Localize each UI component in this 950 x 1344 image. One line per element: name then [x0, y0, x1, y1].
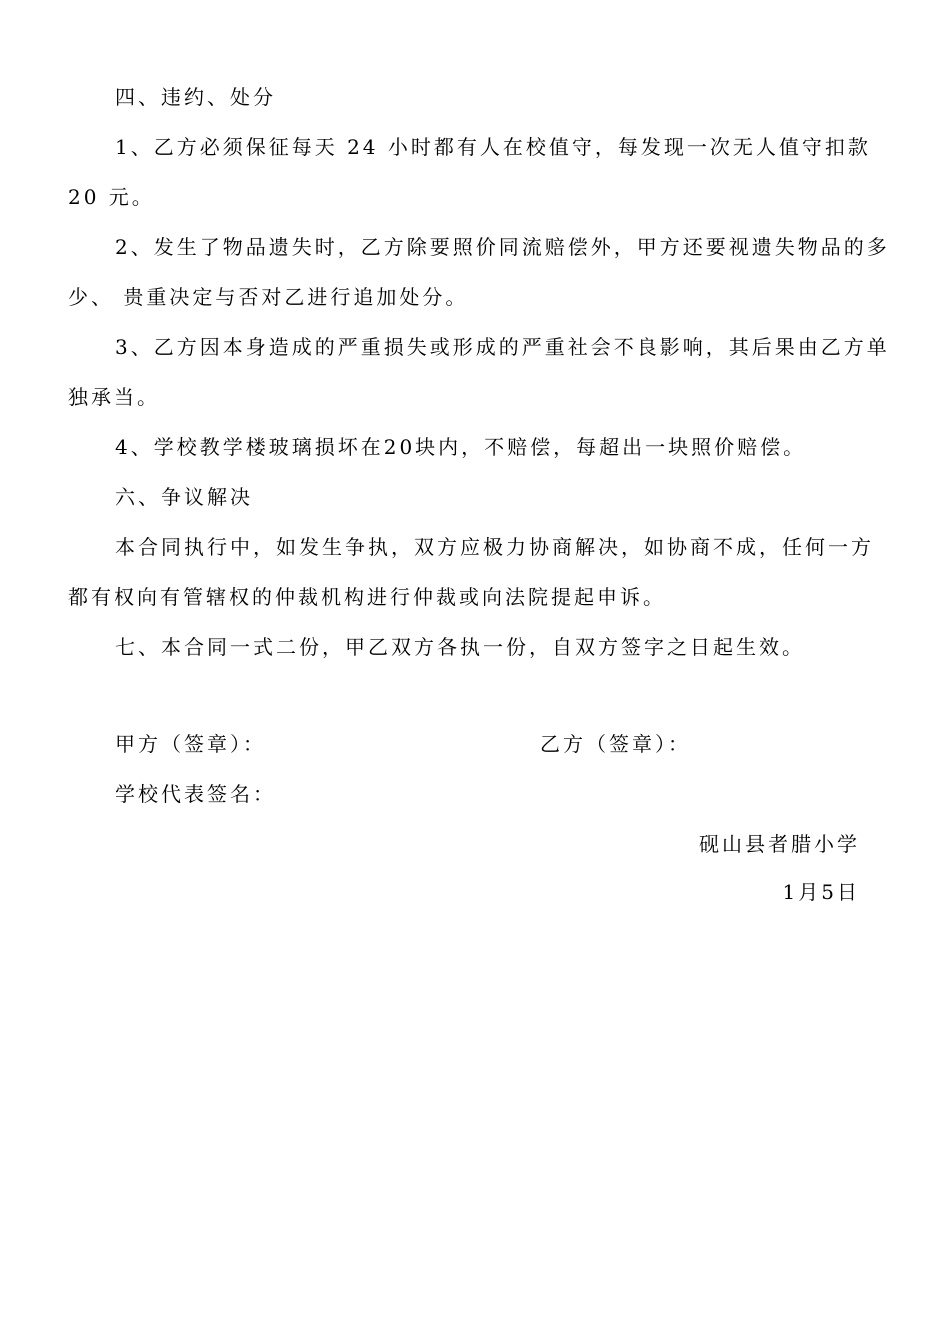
party-b-signature-label: 乙方（签章）：: [540, 732, 691, 756]
section-six-heading: 六、争议解决: [115, 485, 253, 509]
dispute-paragraph-line-2: 都有权向有管辖权的仲裁机构进行仲裁或向法院提起申诉。: [68, 585, 666, 609]
document-date: 1月5日: [782, 880, 860, 904]
item-2-line-1: 2、发生了物品遗失时，乙方除要照价同流赔偿外，甲方还要视遗失物品的多: [115, 235, 890, 259]
organization-name: 砚山县者腊小学: [699, 832, 860, 856]
item-1-line-1: 1、乙方必须保征每天 24 小时都有人在校值守，每发现一次无人值守扣款: [115, 135, 871, 159]
item-3-line-1: 3、乙方因本身造成的严重损失或形成的严重社会不良影响，其后果由乙方单: [115, 335, 890, 359]
item-3-line-2: 独承当。: [68, 385, 160, 409]
item-1-line-2: 20 元。: [68, 185, 155, 209]
item-4: 4、学校教学楼玻璃损坏在20块内，不赔偿，每超出一块照价赔偿。: [115, 435, 807, 459]
item-2-line-2: 少、 贵重决定与否对乙进行追加处分。: [68, 285, 469, 309]
party-a-signature-label: 甲方（签章）：: [115, 732, 266, 756]
section-four-heading: 四、违约、处分: [115, 85, 276, 109]
section-seven-text: 七、本合同一式二份，甲乙双方各执一份，自双方签字之日起生效。: [115, 635, 805, 659]
school-representative-signature-label: 学校代表签名：: [115, 782, 276, 806]
dispute-paragraph-line-1: 本合同执行中，如发生争执，双方应极力协商解决，如协商不成，任何一方: [115, 535, 874, 559]
